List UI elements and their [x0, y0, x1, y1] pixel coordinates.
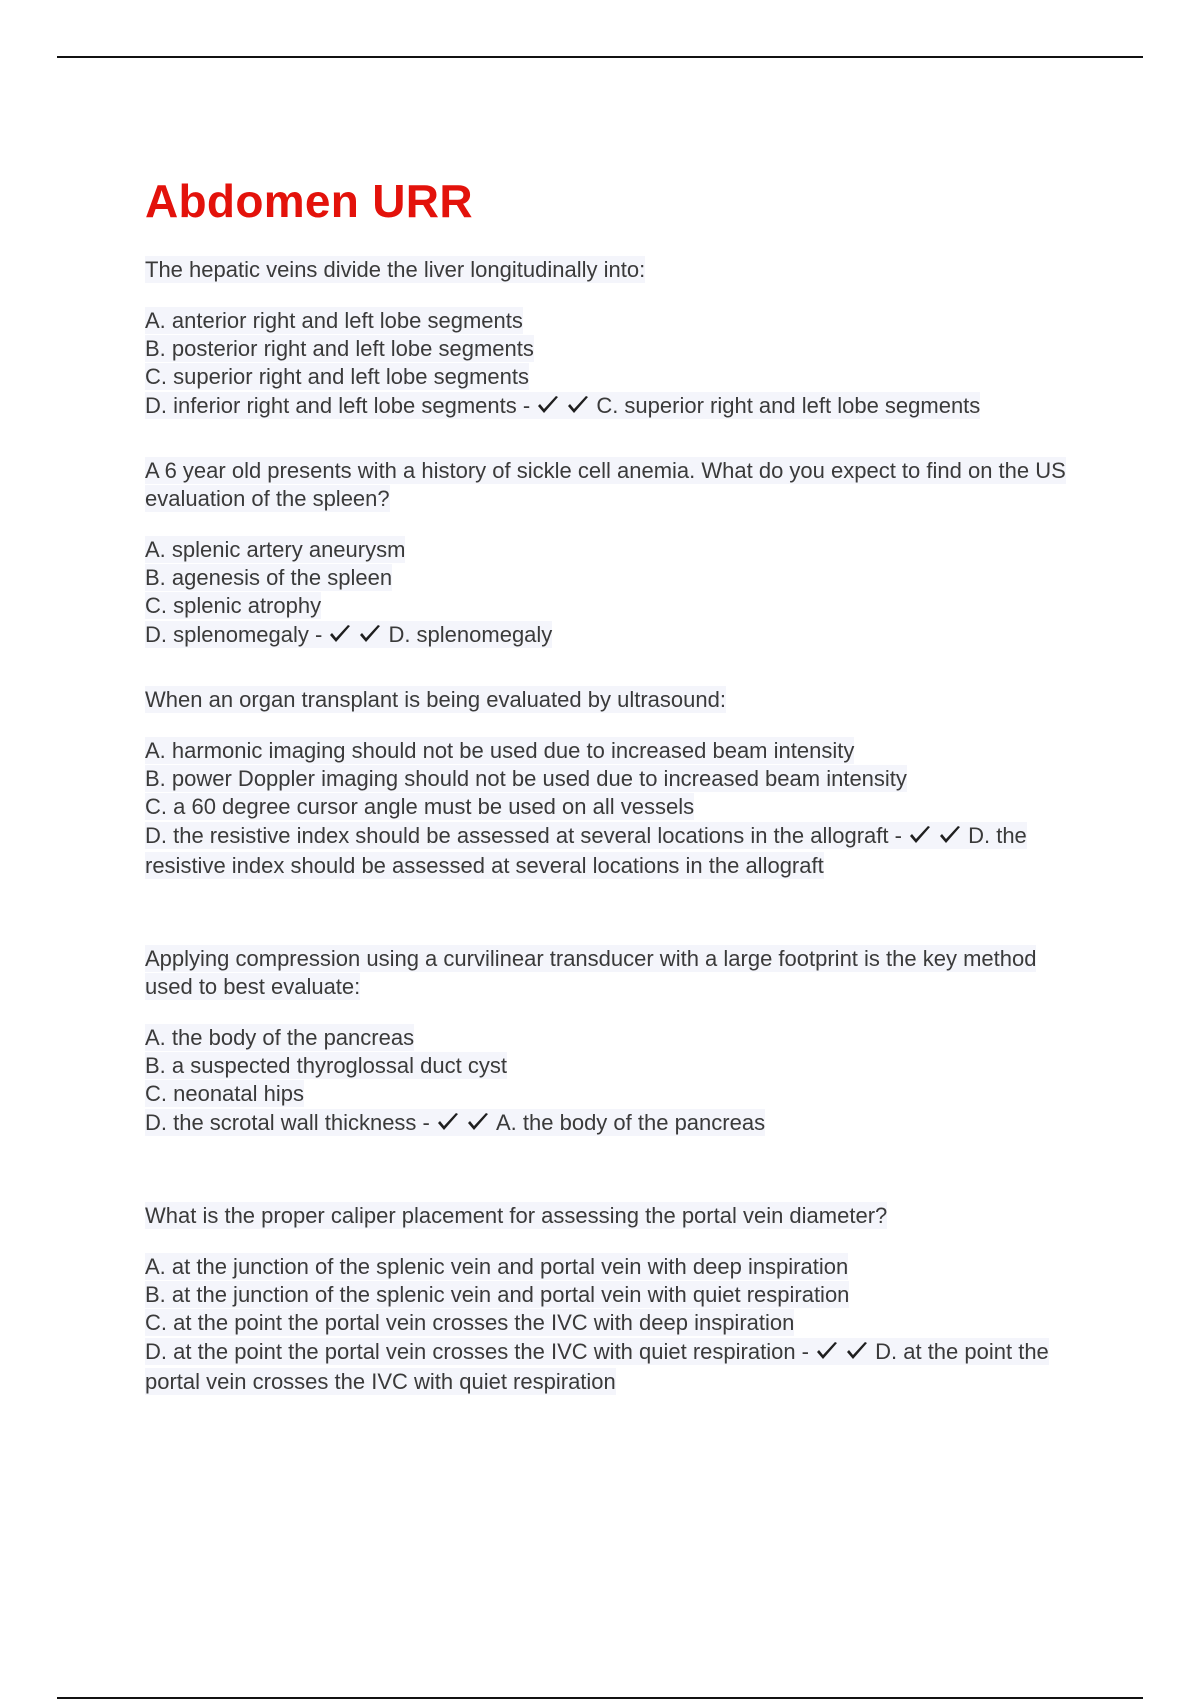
checkmark-icon — [938, 824, 962, 846]
option-item: A. the body of the pancreas — [145, 1025, 415, 1050]
top-rule — [57, 56, 1143, 58]
option-item: A. anterior right and left lobe segments — [145, 308, 523, 333]
option-item: C. a 60 degree cursor angle must be used on all vessels — [145, 794, 695, 819]
answer-text: C. superior right and left lobe segments — [596, 393, 981, 418]
document-body — [145, 170, 1085, 1397]
question-block — [145, 686, 1085, 881]
document-title: Abdomen URR — [145, 175, 473, 227]
answer-text: A. the body of the pancreas — [496, 1110, 766, 1135]
options-list — [145, 737, 1085, 881]
checkmark-icon — [845, 1340, 869, 1362]
option-item: C. superior right and left lobe segments — [145, 364, 529, 389]
options-list — [145, 536, 1085, 650]
option-item: B. posterior right and left lobe segments — [145, 336, 534, 361]
answer-text: D. at the point the portal vein crosses the IVC with quiet respiration — [145, 1339, 1049, 1394]
question-text: A 6 year old presents with a history of sickle cell anemia. What do you expect to find on the US evaluation of the spleen? — [145, 458, 1066, 511]
option-with-answer: D. the resistive index should be assessed at several locations in the allograft - D. the resistive index should be assessed at several locations in the allograft — [145, 823, 1027, 878]
answer-text: D. splenomegaly — [388, 622, 553, 647]
checkmark-icon — [815, 1340, 839, 1362]
question-block — [145, 457, 1085, 650]
question-block — [145, 1202, 1085, 1397]
option-item: C. splenic atrophy — [145, 593, 322, 618]
checkmark-icon — [566, 394, 590, 416]
question-text: What is the proper caliper placement for assessing the portal vein diameter? — [145, 1203, 888, 1228]
option-with-answer: D. at the point the portal vein crosses the IVC with quiet respiration - D. at the point the portal vein crosses the IVC with quiet respiration — [145, 1339, 1049, 1394]
question-text: Applying compression using a curvilinear transducer with a large footprint is the key method used to best evaluate: — [145, 946, 1037, 999]
options-list — [145, 1253, 1085, 1397]
question-block — [145, 256, 1085, 421]
option-item: B. agenesis of the spleen — [145, 565, 393, 590]
answer-text: D. the resistive index should be assessed at several locations in the allograft — [145, 823, 1027, 878]
option-item: A. harmonic imaging should not be used due to increased beam intensity — [145, 738, 855, 763]
checkmark-icon — [436, 1111, 460, 1133]
option-item: C. at the point the portal vein crosses the IVC with deep inspiration — [145, 1310, 795, 1335]
option-item: C. neonatal hips — [145, 1081, 304, 1106]
option-with-answer: D. splenomegaly - D. splenomegaly — [145, 622, 553, 647]
option-item: B. a suspected thyroglossal duct cyst — [145, 1053, 507, 1078]
bottom-rule — [57, 1697, 1143, 1699]
question-block — [145, 945, 1085, 1138]
option-item: A. splenic artery aneurysm — [145, 537, 406, 562]
option-item: B. power Doppler imaging should not be used due to increased beam intensity — [145, 766, 907, 791]
checkmark-icon — [536, 394, 560, 416]
checkmark-icon — [908, 824, 932, 846]
options-list — [145, 1024, 1085, 1138]
option-with-answer: D. inferior right and left lobe segments - C. superior right and left lobe segments — [145, 393, 981, 418]
checkmark-icon — [328, 623, 352, 645]
option-with-answer: D. the scrotal wall thickness - A. the body of the pancreas — [145, 1110, 766, 1135]
options-list — [145, 307, 1085, 421]
checkmark-icon — [466, 1111, 490, 1133]
question-text: When an organ transplant is being evaluated by ultrasound: — [145, 687, 726, 712]
option-item: A. at the junction of the splenic vein and portal vein with deep inspiration — [145, 1254, 849, 1279]
option-item: B. at the junction of the splenic vein and portal vein with quiet respiration — [145, 1282, 850, 1307]
question-text: The hepatic veins divide the liver longitudinally into: — [145, 257, 646, 282]
checkmark-icon — [358, 623, 382, 645]
